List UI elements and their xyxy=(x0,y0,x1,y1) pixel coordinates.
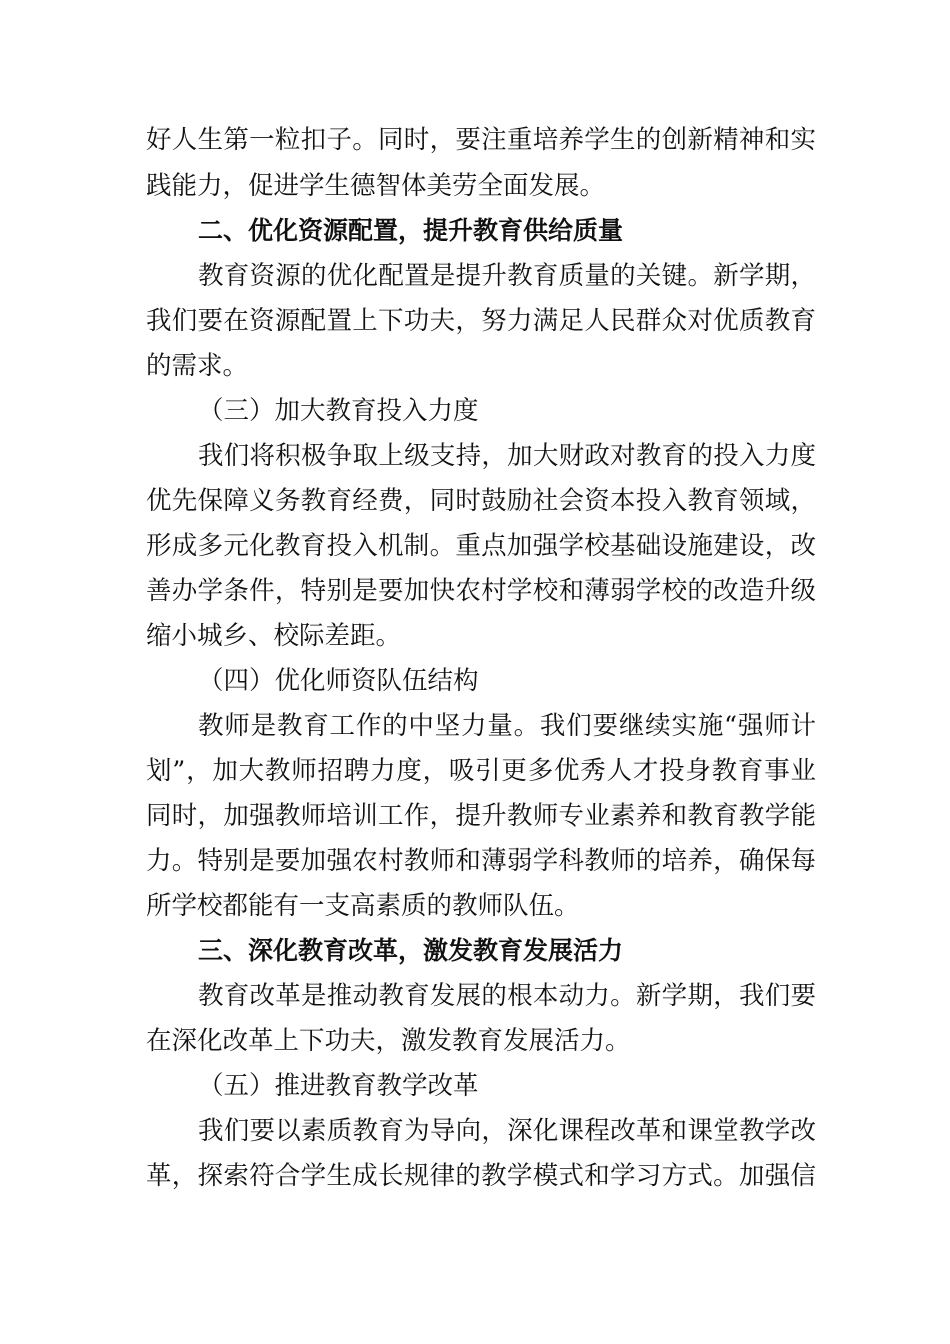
body-text-line: 形成多元化教育投入机制。重点加强学校基础设施建设，改 xyxy=(146,531,816,561)
subsection-heading: （四）优化师资队伍结构 xyxy=(198,666,479,696)
body-text-line: 教育资源的优化配置是提升教育质量的关键。新学期， xyxy=(198,261,816,291)
body-text-line: 我们将积极争取上级支持，加大财政对教育的投入力度 xyxy=(198,441,816,471)
body-text-line: 践能力，促进学生德智体美劳全面发展。 xyxy=(146,171,606,201)
body-text-line: 所学校都能有一支高素质的教师队伍。 xyxy=(146,891,580,921)
body-text-line: 的需求。 xyxy=(146,351,249,381)
body-text-line: 我们要以素质教育为导向，深化课程改革和课堂教学改 xyxy=(198,1116,816,1146)
subsection-heading: （三）加大教育投入力度 xyxy=(198,396,479,426)
section-heading: 二、优化资源配置，提升教育供给质量 xyxy=(198,216,624,245)
body-text-line: 划”，加大教师招聘力度，吸引更多优秀人才投身教育事业 xyxy=(146,756,816,786)
body-text-line: 善办学条件，特别是要加快农村学校和薄弱学校的改造升级 xyxy=(146,576,816,606)
body-text-line: 在深化改革上下功夫，激发教育发展活力。 xyxy=(146,1026,631,1056)
body-text-line: 教师是教育工作的中坚力量。我们要继续实施“强师计 xyxy=(198,711,816,741)
subsection-heading: （五）推进教育教学改革 xyxy=(198,1071,479,1101)
body-text-line: 缩小城乡、校际差距。 xyxy=(146,621,402,651)
body-text-line: 优先保障义务教育经费，同时鼓励社会资本投入教育领域， xyxy=(146,486,816,516)
body-text-line: 教育改革是推动教育发展的根本动力。新学期，我们要 xyxy=(198,981,816,1011)
body-text-line: 革，探索符合学生成长规律的教学模式和学习方式。加强信 xyxy=(146,1161,816,1191)
section-heading: 三、深化教育改革，激发教育发展活力 xyxy=(198,936,624,965)
body-text-line: 同时，加强教师培训工作，提升教师专业素养和教育教学能 xyxy=(146,801,816,831)
body-text-line: 好人生第一粒扣子。同时，要注重培养学生的创新精神和实 xyxy=(146,125,816,155)
body-text-line: 力。特别是要加强农村教师和薄弱学科教师的培养，确保每 xyxy=(146,846,816,876)
body-text-line: 我们要在资源配置上下功夫，努力满足人民群众对优质教育 xyxy=(146,306,816,336)
